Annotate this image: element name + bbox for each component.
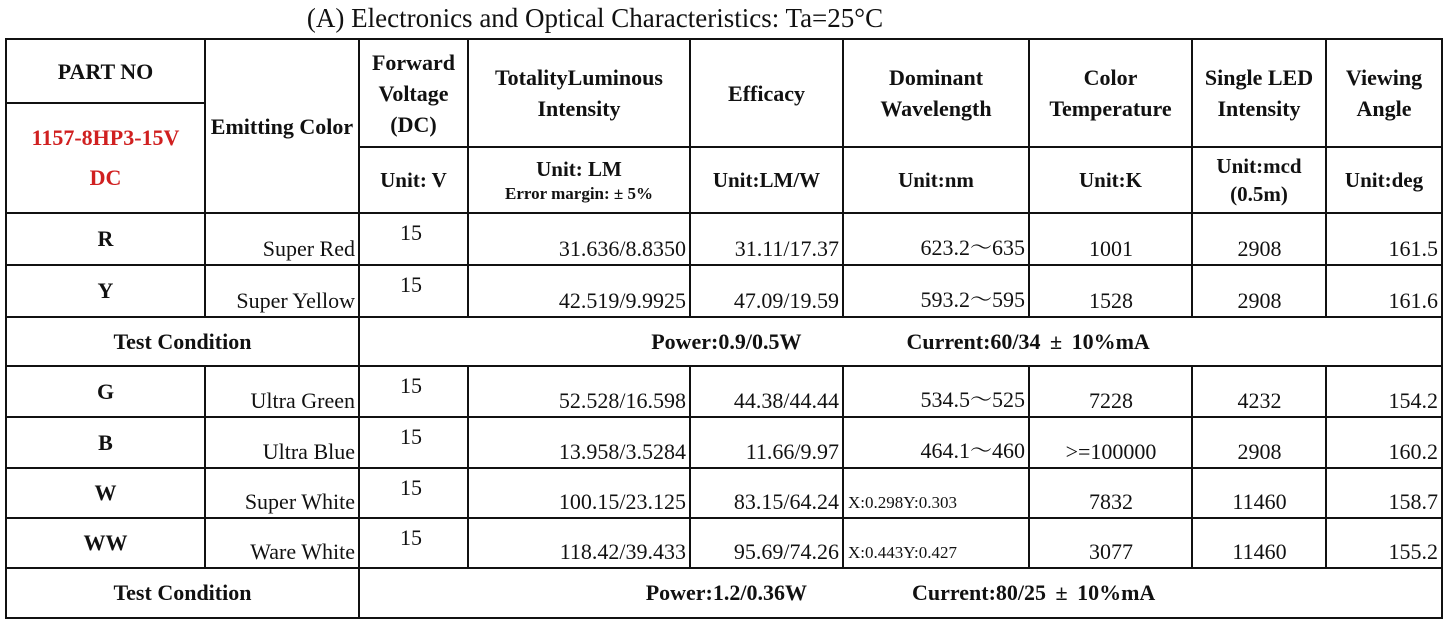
unit-distance: (0.5m)	[1230, 182, 1288, 206]
row-color: Super Red	[205, 213, 359, 265]
test-condition-values	[359, 568, 1442, 618]
row-wavelength: 534.5～525	[843, 366, 1029, 417]
test-condition-values	[359, 317, 1442, 366]
unit-single-led-intensity	[1192, 147, 1326, 213]
row-wavelength: X:0.298Y:0.303	[843, 468, 1029, 518]
part-number-line1: 1157-8HP3-15V	[31, 125, 180, 150]
test-condition-power: Power:1.2/0.36W	[645, 580, 807, 605]
row-efficacy: 47.09/19.59	[690, 265, 843, 317]
row-color-temp: 3077	[1029, 518, 1192, 568]
row-lumens: 31.636/8.8350	[468, 213, 690, 265]
row-angle: 160.2	[1326, 417, 1442, 468]
row-color: Ultra Blue	[205, 417, 359, 468]
header-efficacy: Efficacy	[690, 39, 843, 147]
row-angle: 161.5	[1326, 213, 1442, 265]
header-single-led-intensity: Single LED Intensity	[1192, 39, 1326, 147]
row-code: R	[6, 213, 205, 265]
row-angle: 154.2	[1326, 366, 1442, 417]
row-color: Super White	[205, 468, 359, 518]
test-condition-power: Power:0.9/0.5W	[651, 328, 802, 354]
test-condition-label: Test Condition	[6, 568, 359, 618]
row-color: Ware White	[205, 518, 359, 568]
row-code: Y	[6, 265, 205, 317]
row-color: Super Yellow	[205, 265, 359, 317]
row-lumens: 118.42/39.433	[468, 518, 690, 568]
row-lumens: 13.958/3.5284	[468, 417, 690, 468]
row-voltage: 15	[359, 518, 468, 568]
table-row	[6, 417, 1442, 468]
unit-viewing-angle: Unit:deg	[1326, 147, 1442, 213]
header-dominant-wavelength: Dominant Wavelength	[843, 39, 1029, 147]
unit-efficacy: Unit:LM/W	[690, 147, 843, 213]
row-angle: 155.2	[1326, 518, 1442, 568]
row-intensity: 2908	[1192, 265, 1326, 317]
row-intensity: 2908	[1192, 417, 1326, 468]
row-efficacy: 44.38/44.44	[690, 366, 843, 417]
unit-mcd: Unit:mcd	[1216, 154, 1302, 178]
row-voltage: 15	[359, 468, 468, 518]
row-angle: 158.7	[1326, 468, 1442, 518]
row-angle: 161.6	[1326, 265, 1442, 317]
part-number-line2: DC	[89, 165, 122, 190]
header-luminous-intensity: TotalityLuminous Intensity	[468, 39, 690, 147]
row-voltage: 15	[359, 213, 468, 265]
unit-error-margin: Error margin: ± 5%	[505, 184, 653, 203]
part-number-cell	[6, 103, 205, 213]
row-voltage: 15	[359, 265, 468, 317]
test-condition-label: Test Condition	[6, 317, 359, 366]
table-row	[6, 265, 1442, 317]
row-intensity: 4232	[1192, 366, 1326, 417]
row-color-temp: 7228	[1029, 366, 1192, 417]
row-code: G	[6, 366, 205, 417]
unit-forward-voltage: Unit: V	[359, 147, 468, 213]
row-intensity: 11460	[1192, 518, 1326, 568]
test-condition-current: Current:80/25 ± 10%mA	[911, 580, 1156, 605]
row-color-temp: 1528	[1029, 265, 1192, 317]
row-color-temp: 1001	[1029, 213, 1192, 265]
row-wavelength: 623.2～635	[843, 213, 1029, 265]
table-row	[6, 468, 1442, 518]
characteristics-table	[5, 38, 1443, 619]
table-row	[6, 518, 1442, 568]
row-lumens: 42.519/9.9925	[468, 265, 690, 317]
test-condition-row	[6, 568, 1442, 618]
row-voltage: 15	[359, 366, 468, 417]
unit-luminous-intensity	[468, 147, 690, 213]
row-color-temp: >=100000	[1029, 417, 1192, 468]
row-code: W	[6, 468, 205, 518]
row-color-temp: 7832	[1029, 468, 1192, 518]
test-condition-row	[6, 317, 1442, 366]
row-efficacy: 11.66/9.97	[690, 417, 843, 468]
header-viewing-angle: Viewing Angle	[1326, 39, 1442, 147]
row-color: Ultra Green	[205, 366, 359, 417]
unit-lm-label: Unit: LM	[536, 157, 622, 181]
test-condition-current: Current:60/34 ± 10%mA	[906, 328, 1150, 354]
header-color-temperature: Color Temperature	[1029, 39, 1192, 147]
header-row	[6, 39, 1442, 103]
row-lumens: 100.15/23.125	[468, 468, 690, 518]
row-efficacy: 31.11/17.37	[690, 213, 843, 265]
header-emitting-color: Emitting Color	[205, 39, 359, 213]
row-voltage: 15	[359, 417, 468, 468]
table-row	[6, 213, 1442, 265]
row-efficacy: 83.15/64.24	[690, 468, 843, 518]
header-forward-voltage: Forward Voltage (DC)	[359, 39, 468, 147]
row-wavelength: X:0.443Y:0.427	[843, 518, 1029, 568]
row-intensity: 2908	[1192, 213, 1326, 265]
header-part-no: PART NO	[6, 39, 205, 103]
row-wavelength: 593.2～595	[843, 265, 1029, 317]
table-row	[6, 366, 1442, 417]
row-efficacy: 95.69/74.26	[690, 518, 843, 568]
unit-color-temperature: Unit:K	[1029, 147, 1192, 213]
row-wavelength: 464.1～460	[843, 417, 1029, 468]
document-title: (A) Electronics and Optical Characteristics: Ta=25°C	[306, 3, 884, 33]
row-code: B	[6, 417, 205, 468]
row-code: WW	[6, 518, 205, 568]
unit-dominant-wavelength: Unit:nm	[843, 147, 1029, 213]
row-intensity: 11460	[1192, 468, 1326, 518]
row-lumens: 52.528/16.598	[468, 366, 690, 417]
